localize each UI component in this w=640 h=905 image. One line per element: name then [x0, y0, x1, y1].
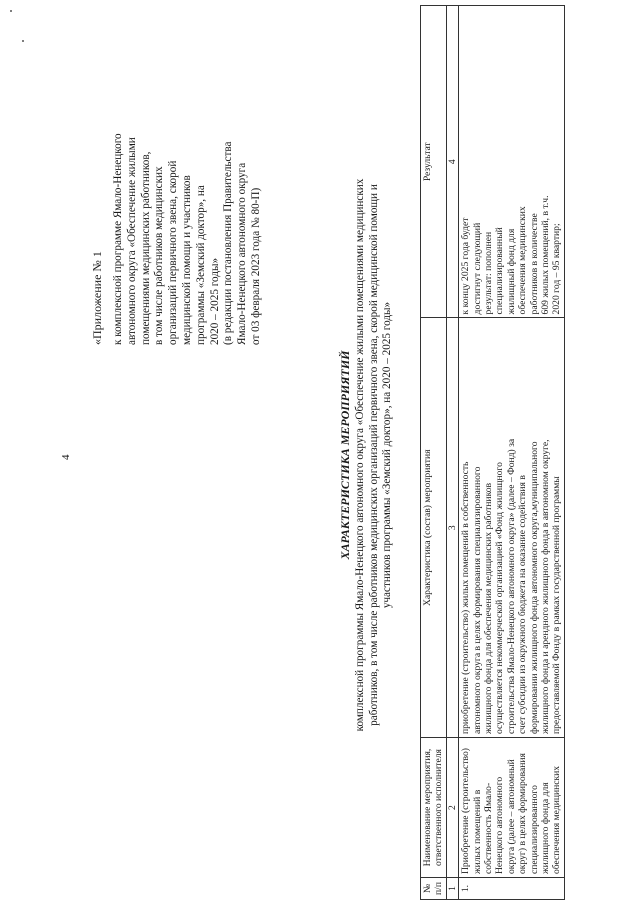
column-number: 1: [446, 878, 458, 900]
header-line: Характеристика (состав) мероприятия: [422, 449, 433, 606]
appendix-caption-line: 2020 – 2025 годы»: [208, 257, 221, 345]
cell-line: 609 жилых помещений, в т.ч.: [540, 195, 552, 315]
cell-line: Ненецкого автономного: [494, 776, 506, 875]
appendix-caption-line: медицинской помощи и участников: [180, 175, 193, 345]
column-number-row: [446, 6, 458, 900]
appendix-caption-line: в том числе работников медицинских: [153, 166, 166, 345]
header-line: №: [422, 883, 433, 894]
cell-line: осуществляется некоммерческой организацией «Фонд жилищного: [494, 462, 506, 735]
appendix-caption-line: организаций первичного звена, скорой: [167, 160, 180, 345]
cell-line: жилищный фонд для: [505, 228, 517, 315]
result-cell: [459, 6, 565, 318]
cell-line: специализированный: [494, 227, 506, 315]
header-result: [421, 6, 447, 318]
cell-line: к концу 2025 года будет: [460, 217, 472, 315]
header-number: [421, 878, 447, 900]
document-heading: ХАРАКТЕРИСТИКА МЕРОПРИЯТИЙ: [338, 350, 352, 560]
cell-line: автономного округа в целях формирования специализированного: [471, 466, 483, 735]
header-line: Наименование мероприятия,: [422, 748, 433, 867]
cell-line: результат: пополнен: [483, 231, 495, 315]
cell-line: специализированного: [528, 785, 540, 875]
column-number: 4: [446, 6, 458, 318]
cell-line: работников в количестве: [528, 213, 540, 315]
appendix-caption-line: (в редакции постановления Правительства: [222, 141, 235, 345]
subheading-line: работников, в том числе работников медицинских организаций первичного звена, скорой медицинской помощи и: [367, 184, 380, 726]
measures-table: [420, 5, 565, 900]
column-number: 3: [446, 318, 458, 738]
appendix-caption-line: к комплексной программе Ямало-Ненецкого: [112, 133, 124, 345]
column-number: 2: [446, 738, 458, 878]
header-line: ответственного исполнителя: [433, 749, 445, 867]
cell-line: жилищного фонда и арендного жилищного фонда в автономном округе,: [540, 439, 552, 735]
scan-speck: [22, 40, 24, 42]
cell-line: обеспечения медицинских: [517, 206, 529, 315]
cell-line: 2020 год – 95 квартир;: [551, 223, 563, 315]
cell-line: собственность Ямало-: [483, 782, 495, 875]
appendix-caption: [112, 85, 264, 345]
cell-line: округа (далее – автономный: [505, 759, 517, 875]
header-line: п/п: [433, 882, 445, 895]
row-number: 1.: [459, 878, 565, 900]
page-number: 4: [60, 454, 72, 460]
table-row: [459, 6, 565, 900]
characteristic-cell: [459, 318, 565, 738]
cell-line: счет субсидии из окружного бюджета на оказание содействия в: [517, 475, 529, 735]
cell-line: достигнут следующий: [471, 222, 483, 315]
scan-speck: [10, 10, 12, 12]
header-characteristic: [421, 318, 447, 738]
subheading-line: участников программы «Земский доктор», на 2020 – 2025 годы»: [381, 301, 394, 609]
appendix-caption-line: программы «Земский доктор», на: [194, 185, 207, 345]
appendix-caption-line: помещениями медицинских работников,: [139, 151, 152, 345]
appendix-caption-line: автономного округа «Обеспечение жилыми: [125, 137, 138, 345]
cell-line: жилых помещений в: [471, 789, 483, 875]
table-header-row: [421, 6, 447, 900]
cell-line: жилищного фонда для обеспечения медицинских работников: [483, 482, 495, 735]
document-subheading: [354, 45, 395, 865]
cell-line: строительства Ямало-Ненецкого автономного округа» (далее – Фонд) за: [505, 438, 517, 735]
cell-line: приобретение (строительство) жилых помещений в собственность: [460, 461, 472, 735]
appendix-caption-line: Ямало-Ненецкого автономного округа: [236, 162, 249, 345]
appendix-caption-line: от 03 февраля 2023 года № 80-П): [249, 187, 262, 345]
header-measure-name: [421, 738, 447, 878]
header-line: Результат: [422, 142, 433, 182]
subheading-line: комплексной программы Ямало-Ненецкого автономного округа «Обеспечение жилыми помещениями медицинских: [354, 178, 366, 732]
appendix-title: «Приложение № 1: [90, 251, 104, 345]
cell-line: формировании жилищного фонда автономного округа,муниципального: [528, 441, 540, 735]
cell-line: жилищного фонда для: [540, 782, 552, 875]
cell-line: обеспечения медицинских: [551, 765, 563, 875]
cell-line: округ) в целях формирования: [517, 753, 529, 875]
cell-line: Приобретение (строительство): [460, 748, 472, 875]
cell-line: предоставляемой Фонду в рамках государственной программы: [551, 476, 563, 735]
measure-name-cell: [459, 738, 565, 878]
